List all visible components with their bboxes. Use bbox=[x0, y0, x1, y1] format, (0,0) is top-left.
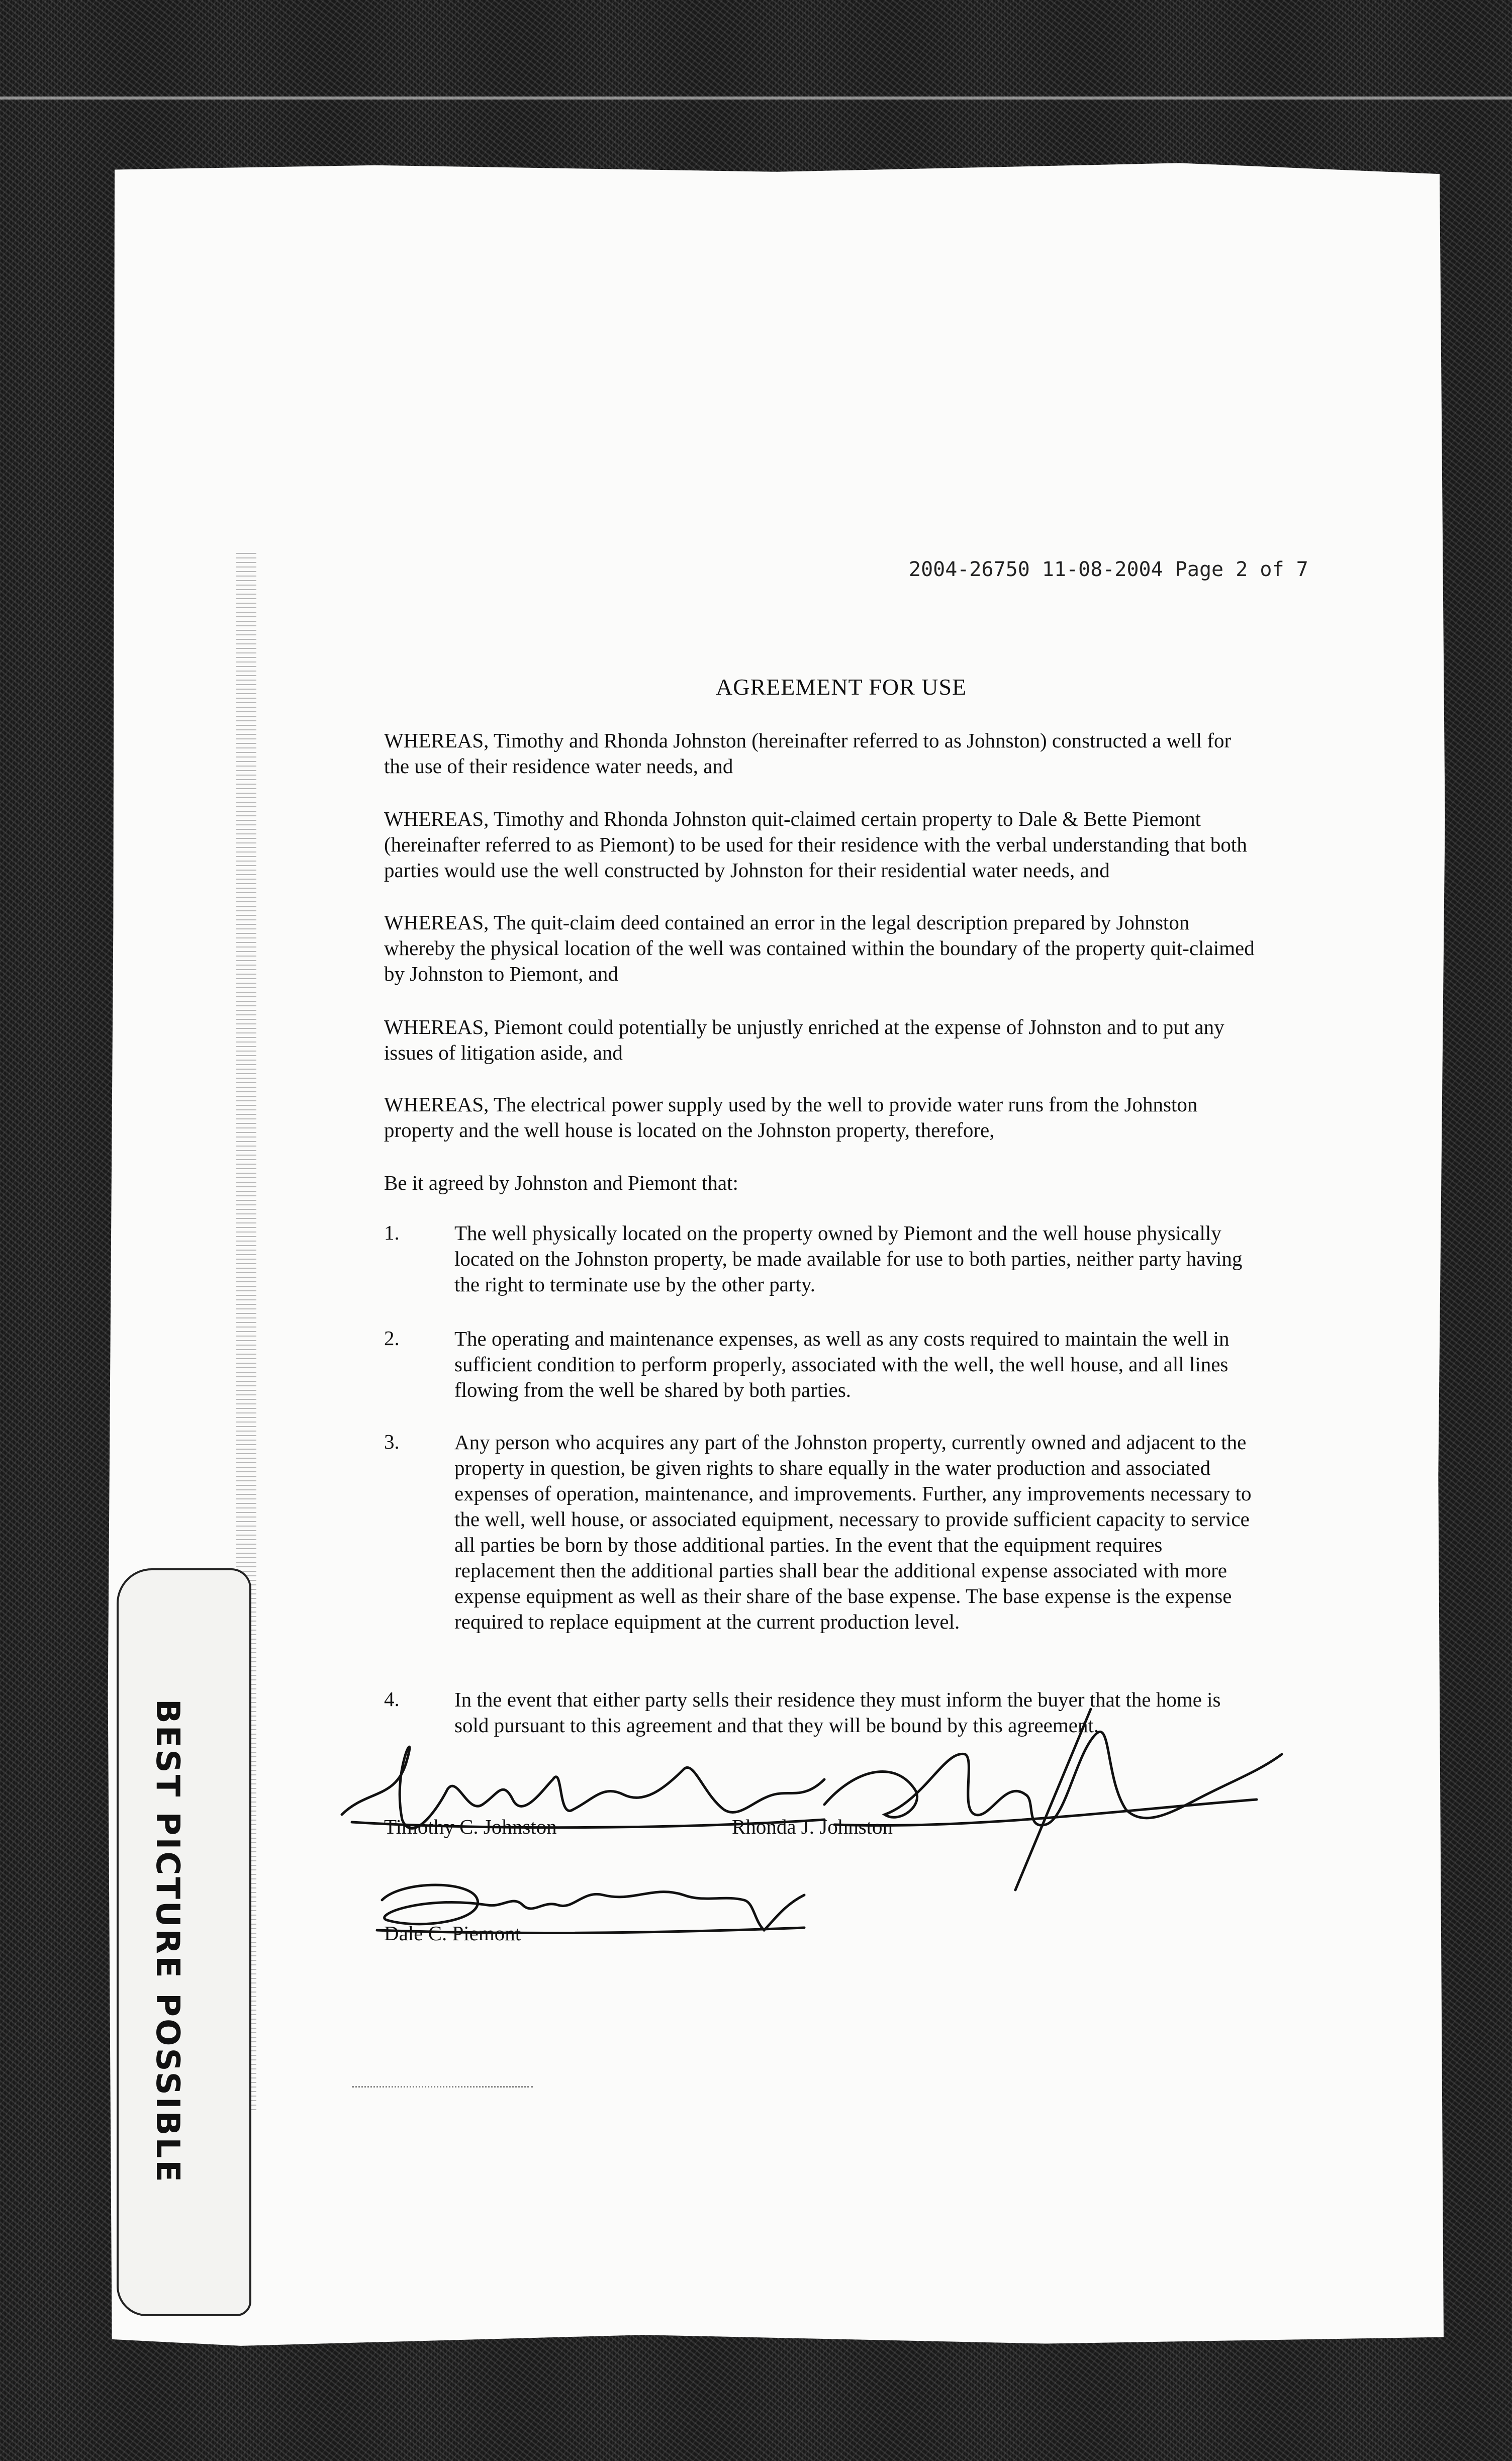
best-picture-stamp: BEST PICTURE POSSIBLE bbox=[149, 1699, 186, 2184]
scan-edge-line bbox=[0, 97, 1512, 100]
scan-mark bbox=[352, 2086, 533, 2088]
signer-name-timothy: Timothy C. Johnston bbox=[384, 1815, 557, 1838]
signer-name-dale: Dale C. Piemont bbox=[384, 1922, 521, 1945]
item-text-1: The well physically located on the property owned by Piemont and the well house physically located on the Johnston property, be made available for use to both parties, neither party having the right to terminate use by the other party. bbox=[454, 1221, 1243, 1296]
whereas-paragraph-3: WHEREAS, The quit-claim deed contained an error in the legal description prepared by Johnston whereby the physical location of the well was contained within the boundary of the property quit-claimed by Johnston to Piemont, and bbox=[384, 911, 1255, 985]
item-number-4: 4. bbox=[384, 1687, 400, 1711]
signature-rhonda bbox=[824, 1732, 1282, 1825]
item-number-1: 1. bbox=[384, 1221, 400, 1244]
item-text-3: Any person who acquires any part of the Johnston property, currently owned and adjacent to the property in question, be given rights to share equally in the water production and associated expenses of operation, maintenance, and improvements. Further, any improvements necessary to the well, well house, or associated equipment, necessary to provide sufficient capacity to service all parties be born by those additional parties. In the event that the equipment requires replacement then the additional parties shall bear the additional expense associated with more expense equipment as well as their share of the base expense. The base expense is the expense required to replace equipment at the current production level. bbox=[454, 1431, 1252, 1633]
document-title: AGREEMENT FOR USE bbox=[716, 674, 967, 700]
whereas-paragraph-5: WHEREAS, The electrical power supply used by the well to provide water runs from the Johnston property and the well house is located on the Johnston property, therefore, bbox=[384, 1093, 1198, 1142]
item-number-3: 3. bbox=[384, 1430, 400, 1453]
whereas-paragraph-2: WHEREAS, Timothy and Rhonda Johnston quit-claimed certain property to Dale & Bette Piemont (hereinafter referred to as Piemont) to be used for their residence with the verbal understanding that both parties would use the well constructed by Johnston for their residential water needs, and bbox=[384, 807, 1247, 882]
item-text-2: The operating and maintenance expenses, as well as any costs required to maintain the well in sufficient condition to perform properly, associated with the well, the well house, and all lines flowing from the well be shared by both parties. bbox=[454, 1327, 1230, 1401]
item-text-4: In the event that either party sells their residence they must inform the buyer that the home is sold pursuant to this agreement and that they will be bound by this agreement. bbox=[454, 1688, 1221, 1737]
whereas-paragraph-1: WHEREAS, Timothy and Rhonda Johnston (hereinafter referred to as Johnston) constructed a well for the use of their residence water needs, and bbox=[384, 729, 1232, 778]
signer-name-rhonda: Rhonda J. Johnston bbox=[732, 1815, 893, 1838]
agreed-intro: Be it agreed by Johnston and Piemont that: bbox=[384, 1171, 738, 1194]
recording-number: 2004-26750 11-08-2004 Page 2 of 7 bbox=[909, 558, 1308, 581]
item-number-2: 2. bbox=[384, 1327, 400, 1350]
whereas-paragraph-4: WHEREAS, Piemont could potentially be unjustly enriched at the expense of Johnston and to put any issues of litigation aside, and bbox=[384, 1015, 1224, 1064]
